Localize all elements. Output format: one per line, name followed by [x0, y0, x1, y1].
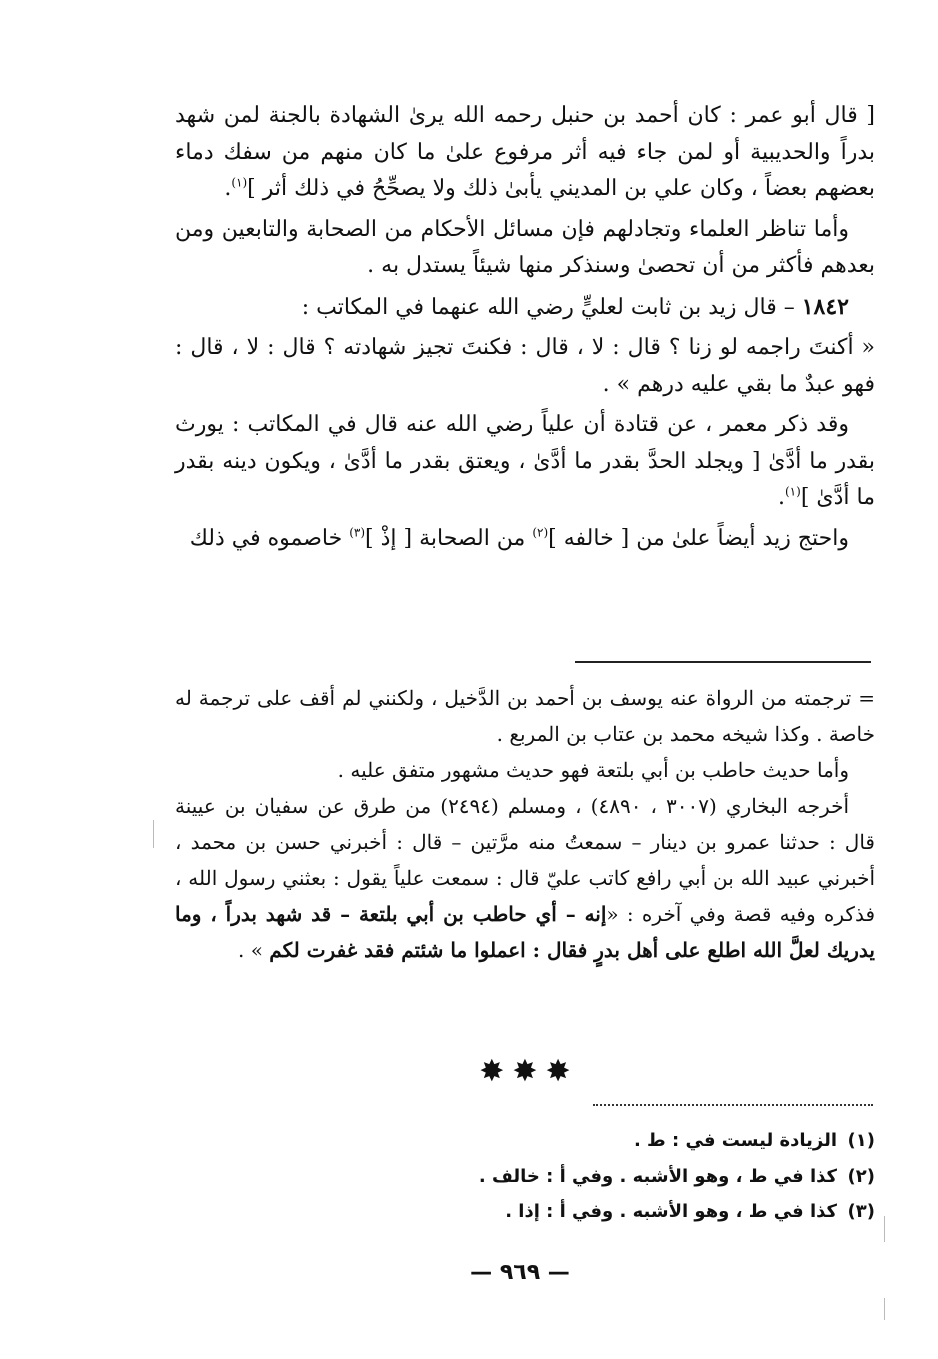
margin-mark [884, 1298, 885, 1320]
note-hatib: وأما حديث حاطب بن أبي بلتعة فهو حديث مشهور متفق عليه . [337, 758, 849, 782]
hadith-number: ١٨٤٢ [801, 293, 849, 320]
footnote-ref[interactable]: (١) [784, 484, 801, 499]
paragraph-mamar [175, 407, 875, 517]
footnote-number: (٢) [847, 1166, 875, 1187]
notes-divider [575, 661, 871, 663]
paragraph-hadith-1842 [175, 289, 875, 327]
footnote-text: كذا في ط ، وهو الأشبه . وفي أ : خالف . [478, 1166, 837, 1187]
margin-mark [153, 820, 154, 848]
footnote-1 [300, 1126, 875, 1156]
footnote-number: (٣) [847, 1201, 875, 1222]
footnote-ref[interactable]: (٣) [349, 525, 366, 540]
editor-notes [175, 680, 875, 968]
margin-mark [884, 1216, 885, 1242]
paragraph-text: وقد ذكر معمر ، عن قتادة أن علياً رضي الله عنه قال في المكاتب : يورث بقدر ما أدَّىٰ [ ويجلد الحدَّ بقدر ما أدَّىٰ ، ويعتق بقدر ما أدَّىٰ ، ويكون دينه بقدر ما أدَّىٰ ] [175, 412, 875, 510]
paragraph-debate: وأما تناظر العلماء وتجادلهم فإن مسائل الأحكام من الصحابة والتابعين ومن بعدهم فأكثر من أن تحصىٰ وسنذكر منها شيئاً يستدل به . [175, 216, 875, 278]
footnote-number: (١) [847, 1130, 875, 1151]
paragraph-text: من الصحابة [ إذْ ] [365, 525, 533, 551]
paragraph-zaid [175, 521, 875, 558]
footnote-text: كذا في ط ، وهو الأشبه . وفي أ : إذا . [505, 1201, 837, 1222]
footnote-2 [300, 1162, 875, 1192]
main-text [175, 98, 875, 557]
note-text: أخرجه البخاري (٣٠٠٧ ، ٤٨٩٠) ، ومسلم (٢٤٩٤) من طرق عن سفيان بن عيينة قال : حدثنا عمرو بن دينار – سمعتُ منه مرَّتين – قال : أخبرني حسن بن محمد ، أخبرني عبيد الله بن أبي رافع كاتب عليّ قال : سمعت علياً يقول : بعثني رسول الله ، فذكره وفيه قصة وفي آخره : « [175, 794, 875, 926]
paragraph-text: خاصموه في ذلك [189, 525, 350, 551]
paragraph-text: واحتج زيد أيضاً علىٰ من [ خالفه ] [548, 525, 849, 551]
punctuation: » . [237, 938, 270, 962]
paragraph-text: [ قال أبو عمر : كان أحمد بن حنبل رحمه الله يرىٰ الشهادة بالجنة لمن شهد بدراً والحديبية أو لمن جاء فيه أثر مرفوع علىٰ ما كان منهم من سفك دماء بعضهم بعضاً ، وكان علي بن المديني يأبىٰ ذلك ولا يصحِّحُ في ذلك أثر ] [175, 103, 875, 201]
footnote-ref[interactable]: (٢) [532, 525, 549, 540]
section-separator: ✸✸✸ [479, 1054, 579, 1089]
page-number: — ٩٦٩ — [470, 1260, 570, 1285]
footnotes-divider [593, 1104, 873, 1106]
punctuation: . [777, 485, 785, 510]
note-translation: = ترجمته من الرواة عنه يوسف بن أحمد بن الدَّخيل ، ولكنني لم أقف على ترجمة له خاصة . وكذا شيخه محمد بن عتاب بن المربع . [175, 686, 875, 746]
paragraph-quote: « أكنتَ راجمه لو زنا ؟ قال : لا ، قال : فكنتَ تجيز شهادته ؟ قال : لا ، قال : فهو عبدٌ ما بقي عليه درهم » . [175, 335, 875, 397]
footnote-3 [300, 1197, 875, 1227]
paragraph-abu-umar [175, 98, 875, 208]
punctuation: . [224, 176, 232, 201]
hadith-quote: إنه – أي حاطب بن أبي بلتعة – قد شهد بدراً ، وما يدريك لعلَّ الله اطلع على أهل بدرٍ فقال : اعملوا ما شئتم فقد غفرت لكم [175, 902, 875, 962]
note-takhrij [175, 788, 875, 968]
paragraph-text: – قال زيد بن ثابت لعليٍّ رضي الله عنهما في المكاتب : [301, 294, 802, 320]
footnote-ref[interactable]: (١) [231, 175, 248, 190]
footnote-text: الزيادة ليست في : ط . [633, 1130, 837, 1151]
